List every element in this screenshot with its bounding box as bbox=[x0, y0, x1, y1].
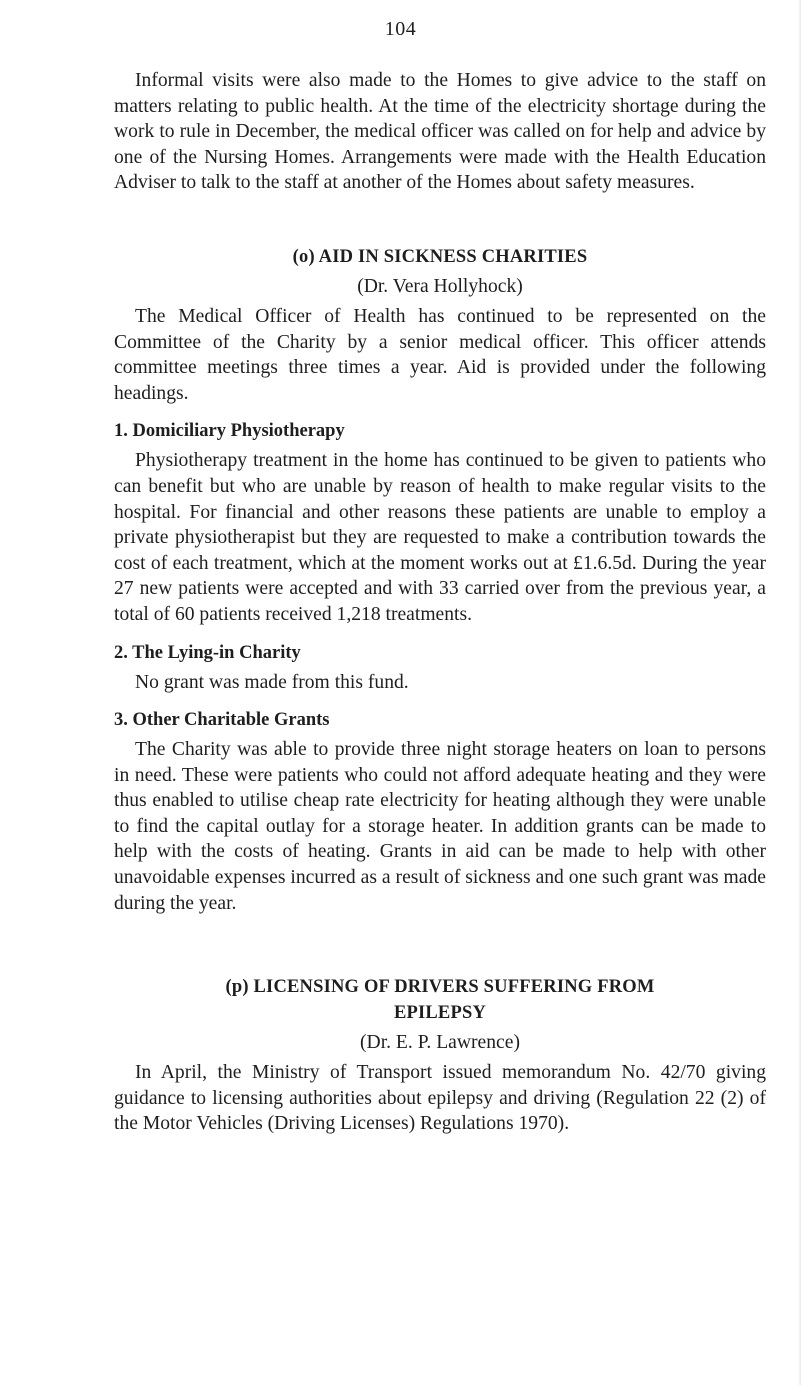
sub-body-paragraph: No grant was made from this fund. bbox=[135, 671, 409, 693]
list-item bbox=[114, 640, 766, 696]
sub-heading-domiciliary-physiotherapy: 1. Domiciliary Physiotherapy bbox=[114, 421, 345, 442]
section-body-paragraph: In April, the Ministry of Transport issued memorandum No. 42/70 giving guidance to licensing authorities about epilepsy and driving (Regulation 22 (2) of the Motor Vehicles (Driving Licenses) Regulations 1970). bbox=[114, 1062, 766, 1135]
section-author: (Dr. E. P. Lawrence) bbox=[360, 1032, 520, 1054]
sub-heading-other-charitable-grants: 3. Other Charitable Grants bbox=[114, 710, 330, 731]
section-heading: (o) AID IN SICKNESS CHARITIES bbox=[292, 246, 588, 267]
section-author: (Dr. Vera Hollyhock) bbox=[357, 275, 523, 297]
section-intro-paragraph: The Medical Officer of Health has continued to be represented on the Committee of the Charity by a senior medical officer. This officer attends committee meetings three times a year. Aid is provided under the following headings. bbox=[114, 305, 766, 404]
section-heading-line-1: (p) LICENSING OF DRIVERS SUFFERING FROM bbox=[225, 977, 655, 998]
list-item bbox=[114, 418, 766, 627]
section-heading-line-2: EPILEPSY bbox=[393, 1003, 487, 1024]
list-item bbox=[114, 707, 766, 916]
sub-heading-lying-in-charity: 2. The Lying-in Charity bbox=[114, 642, 301, 663]
sub-body-paragraph: Physiotherapy treatment in the home has continued to be given to patients who can benefit but who are unable by reason of health to make regular visits to the hospital. For financial and other reasons these patients are unable to employ a private physiotherapist but they are requested to make a contribution towards the cost of each treatment, which at the moment works out at £1.6.5d. During the year 27 new patients were accepted and with 33 carried over from the previous year, a total of 60 patients received 1,218 treatments. bbox=[114, 450, 766, 625]
page-content bbox=[114, 68, 766, 1137]
page-number: 104 bbox=[384, 18, 417, 40]
section-licensing-of-drivers bbox=[114, 974, 766, 1137]
sub-body-paragraph: The Charity was able to provide three night storage heaters on loan to persons in need. These were patients who could not afford adequate heating and they were thus enabled to utilise cheap rate electricity for heating although they were unable to find the capital outlay for a storage heater. In addition grants can be made to help with the costs of heating. Grants in aid can be made to help with other unavoidable expenses incurred as a result of sickness and one such grant was made during the year. bbox=[114, 739, 766, 914]
section-aid-in-sickness-charities bbox=[114, 244, 766, 916]
intro-paragraph: Informal visits were also made to the Homes to give advice to the staff on matters relating to public health. At the time of the electricity shortage during the work to rule in December, the medical officer was called on for help and advice by one of the Nursing Homes. Arrangements were made with the Health Education Adviser to talk to the staff at another of the Homes about safety measures. bbox=[114, 70, 766, 194]
